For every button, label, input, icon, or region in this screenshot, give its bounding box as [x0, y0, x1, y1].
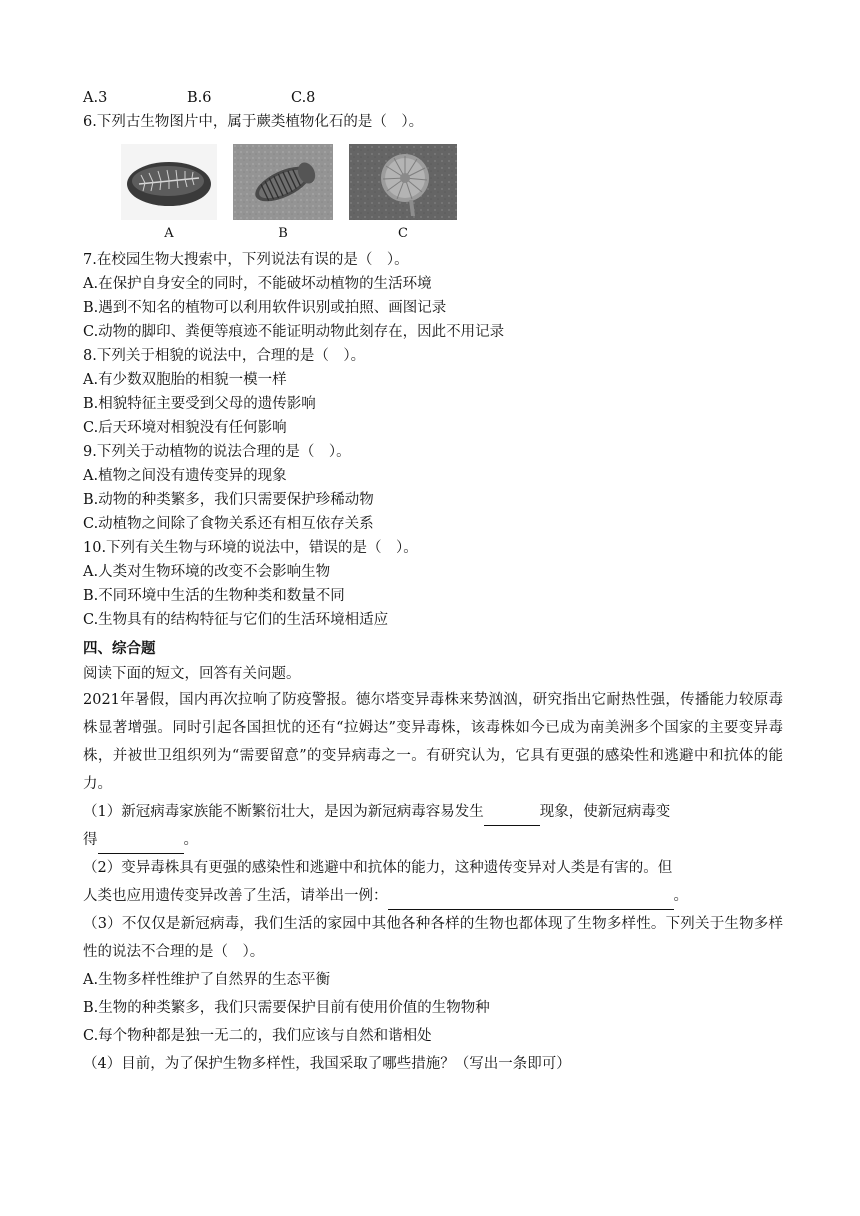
fossil-figure-a [121, 144, 217, 242]
trilobite-fossil-image [233, 144, 333, 220]
figure-a-caption: A [164, 226, 174, 241]
q6-figures [121, 144, 783, 242]
q7-option-a: A.在保护自身安全的同时，不能破坏动植物的生活环境 [83, 276, 432, 292]
q7-stem: 7.在校园生物大搜索中，下列说法有误的是（ ）。 [83, 252, 409, 268]
sub-question-4: （4）目前，为了保护生物多样性，我国采取了哪些措施？（写出一条即可） [83, 1056, 571, 1072]
fern-fossil-image [121, 144, 217, 220]
q10-option-a: A.人类对生物环境的改变不会影响生物 [83, 564, 331, 580]
q8-option-c: C.后天环境对相貌没有任何影响 [83, 420, 287, 436]
sub-question-2 [83, 854, 783, 910]
sub-question-2-text-a: （2）变异毒株具有更强的感染性和逃避中和抗体的能力，这种遗传变异对人类是有害的。但 [83, 860, 673, 876]
sub-question-1 [83, 798, 783, 854]
q6-stem: 6.下列古生物图片中，属于蕨类植物化石的是（ ）。 [83, 114, 424, 130]
figure-c-caption: C [398, 226, 408, 241]
answer-blank-2[interactable] [388, 891, 674, 910]
q8-option-a: A.有少数双胞胎的相貌一模一样 [83, 372, 287, 388]
sub-question-1-text-c: 得 [83, 832, 98, 848]
sub-question-3-option-b: B.生物的种类繁多，我们只需要保护目前有使用价值的生物物种 [83, 1000, 490, 1016]
section4-heading: 四、综合题 [83, 641, 156, 657]
fossil-figure-c [349, 144, 457, 242]
fossil-figure-b [233, 144, 333, 242]
q10-option-c: C.生物具有的结构特征与它们的生活环境相适应 [83, 612, 389, 628]
worksheet-page [83, 86, 783, 1078]
q9-option-b: B.动物的种类繁多，我们只需要保护珍稀动物 [83, 492, 374, 508]
q5-options [83, 86, 783, 110]
section4-intro: 阅读下面的短文，回答有关问题。 [83, 666, 301, 682]
sub-question-2-text-b: 人类也应用遗传变异改善了生活，请举出一例： [83, 888, 388, 904]
sub-question-2-end: 。 [673, 888, 688, 904]
q9-option-c: C.动植物之间除了食物关系还有相互依存关系 [83, 516, 374, 532]
q8-stem: 8.下列关于相貌的说法中，合理的是（ ）。 [83, 348, 366, 364]
q5-option-b: B.6 [187, 90, 212, 106]
sub-question-3-option-c: C.每个物种都是独一无二的，我们应该与自然和谐相处 [83, 1028, 432, 1044]
sub-question-1-text-a: （1）新冠病毒家族能不断繁衍壮大，是因为新冠病毒容易发生 [83, 804, 484, 820]
sub-question-3-stem: （3）不仅仅是新冠病毒，我们生活的家园中其他各种各样的生物也都体现了生物多样性。下列关于生物多样性的说法不合理的是（ ）。 [83, 916, 783, 960]
sub-question-1-end: 。 [183, 832, 198, 848]
q7-option-c: C.动物的脚印、粪便等痕迹不能证明动物此刻存在，因此不用记录 [83, 324, 505, 340]
sub-question-3-option-a: A.生物多样性维护了自然界的生态平衡 [83, 972, 331, 988]
figure-b-caption: B [278, 226, 288, 241]
reading-passage: 2021年暑假，国内再次拉响了防疫警报。德尔塔变异毒株来势汹汹，研究指出它耐热性强，传播能力较原毒株显著增强。同时引起各国担忧的还有“拉姆达”变异毒株，该毒株如今已成为南美洲多个国家的主要变异毒株，并被世卫组织列为“需要留意”的变异病毒之一。有研究认为，它具有更强的感染性和逃避中和抗体的能力。 [83, 692, 783, 792]
q8-option-b: B.相貌特征主要受到父母的遗传影响 [83, 396, 316, 412]
q5-option-a: A.3 [83, 90, 108, 106]
answer-blank-1a[interactable] [484, 807, 540, 826]
q9-stem: 9.下列关于动植物的说法合理的是（ ）。 [83, 444, 351, 460]
q9-option-a: A.植物之间没有遗传变异的现象 [83, 468, 287, 484]
answer-blank-1b[interactable] [98, 835, 184, 854]
sub-question-1-text-b: 现象，使新冠病毒变 [539, 804, 671, 820]
q10-option-b: B.不同环境中生活的生物种类和数量不同 [83, 588, 345, 604]
coral-fossil-image [349, 144, 457, 220]
q10-stem: 10.下列有关生物与环境的说法中，错误的是（ ）。 [83, 540, 418, 556]
q7-option-b: B.遇到不知名的植物可以利用软件识别或拍照、画图记录 [83, 300, 447, 316]
q5-option-c: C.8 [291, 90, 316, 106]
